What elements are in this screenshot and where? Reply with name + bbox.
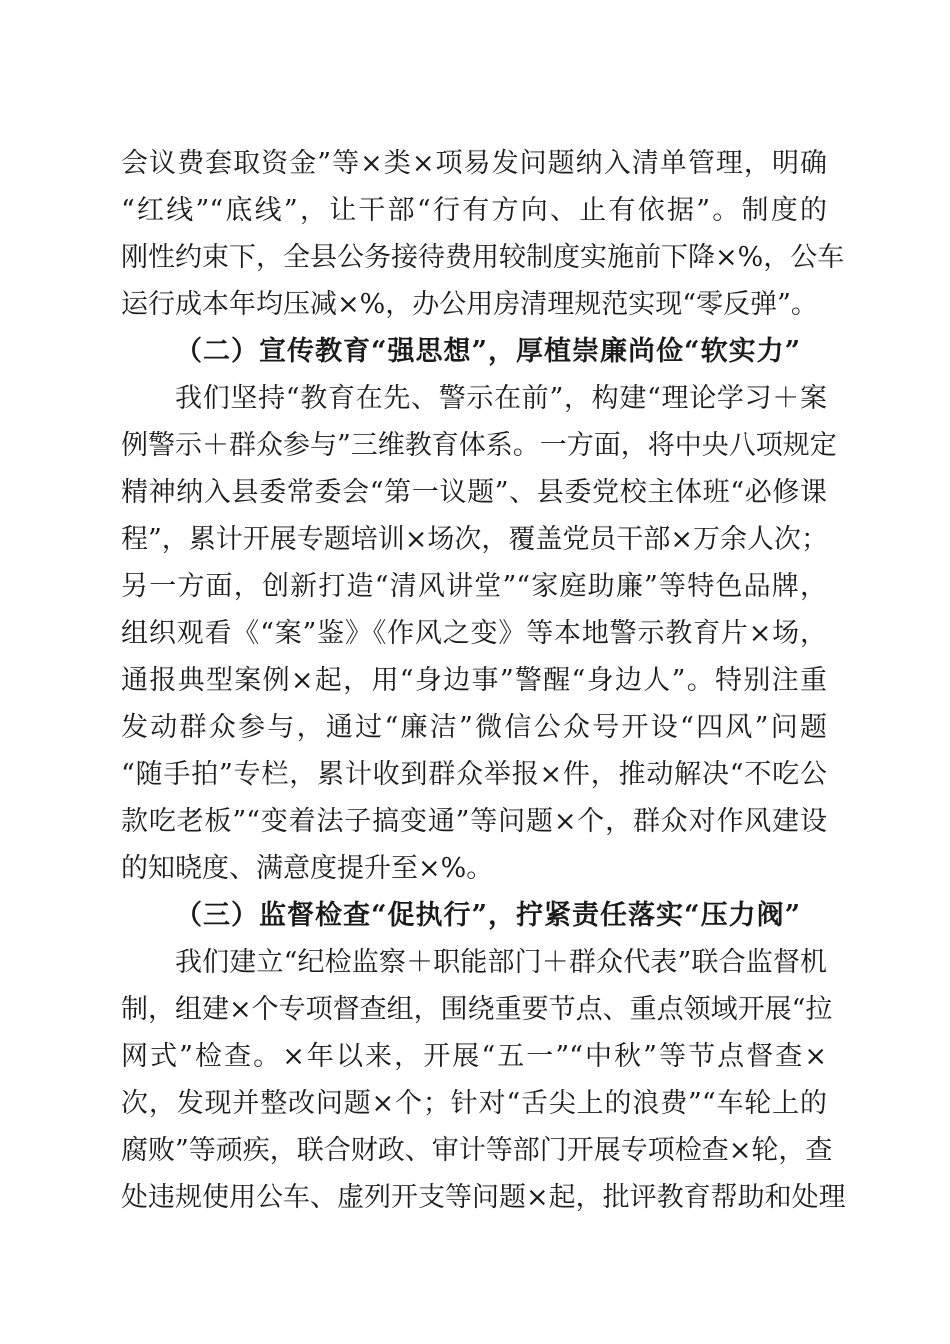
text-line: 刚性约束下，全县公务接待费用较制度实施前下降×%，公车 xyxy=(121,242,845,273)
paragraph-1 xyxy=(121,140,845,328)
text-line: 我们坚持“教育在先、警示在前”，构建“理论学习＋案 xyxy=(175,383,827,414)
paragraph-3 xyxy=(121,939,846,1221)
text-line: 的知晓度、满意度提升至×%。 xyxy=(121,853,494,884)
text-line: “红线”“底线”，让干部“行有方向、止有依据”。制度的 xyxy=(121,195,827,226)
text-line: 发动群众参与，通过“廉洁”微信公众号开设“四风”问题 xyxy=(121,712,827,743)
text-line: 精神纳入县委常委会“第一议题”、县委党校主体班“必修课 xyxy=(121,477,827,508)
paragraph-2 xyxy=(121,375,837,892)
text-line: 通报典型案例×起，用“身边事”警醒“身边人”。特别注重 xyxy=(121,665,827,696)
text-line: 我们建立“纪检监察＋职能部门＋群众代表”联合监督机 xyxy=(175,947,827,978)
text-line: 另一方面，创新打造“清风讲堂”“家庭助廉”等特色品牌， xyxy=(121,571,827,602)
text-line: 会议费套取资金”等×类×项易发问题纳入清单管理，明确 xyxy=(121,148,827,179)
text-line: 制，组建×个专项督查组，围绕重要节点、重点领域开展“拉 xyxy=(121,994,833,1025)
text-line: 例警示＋群众参与”三维教育体系。一方面，将中央八项规定 xyxy=(121,430,837,461)
text-line: 网式”检查。×年以来，开展“五一”“中秋”等节点督查× xyxy=(121,1041,827,1072)
text-line: 程”，累计开展专题培训×场次，覆盖党员干部×万余人次； xyxy=(121,524,829,555)
text-line: 次，发现并整改问题×个；针对“舌尖上的浪费”“车轮上的 xyxy=(121,1088,827,1119)
text-line: 款吃老板”“变着法子搞变通”等问题×个，群众对作风建设 xyxy=(121,806,827,837)
text-line: 处违规使用公车、虚列开支等问题×起，批评教育帮助和处理 xyxy=(121,1182,846,1213)
section-heading-2: （二）宣传教育“强思想”，厚植崇廉尚俭“软实力” xyxy=(175,336,802,367)
text-line: 组织观看《“案”鉴》《作风之变》等本地警示教育片×场， xyxy=(121,618,827,649)
text-line: 腐败”等顽疾，联合财政、审计等部门开展专项检查×轮，查 xyxy=(121,1135,833,1166)
text-line: “随手拍”专栏，累计收到群众举报×件，推动解决“不吃公 xyxy=(121,759,827,790)
text-line: 运行成本年均压减×%，办公用房清理规范实现“零反弹”。 xyxy=(121,289,818,320)
document-body xyxy=(121,140,846,1221)
section-heading-3: （三）监督检查“促执行”，拧紧责任落实“压力阀” xyxy=(175,900,802,931)
